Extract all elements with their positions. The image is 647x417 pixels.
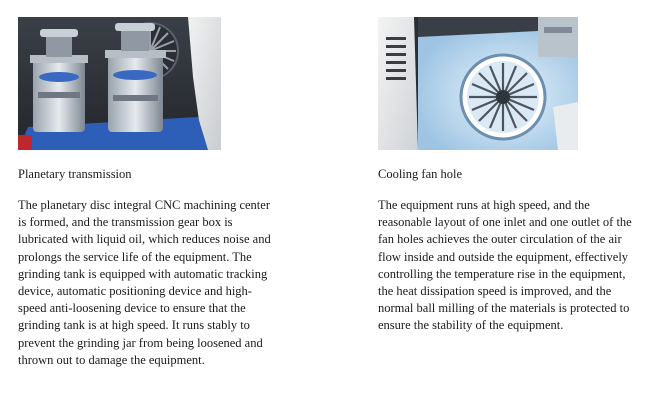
cooling-fan-hole-photo xyxy=(378,17,578,150)
section-planetary-transmission xyxy=(18,0,280,369)
cooling-fan-icon xyxy=(461,55,545,139)
section-body: The planetary disc integral CNC machining center is formed, and the transmission gear box is lubricated with liquid oil, which reduces noise and prolongs the service life of the equipment. The grinding tank is equipped with automatic tracking device, automatic positioning device and high-speed anti-loosening device to ensure that the grinding tank is at high speed. It runs stably to prevent the grinding jar from being loosened and thrown out to damage the equipment. xyxy=(18,198,271,367)
section-title: Cooling fan hole xyxy=(378,167,463,181)
planetary-transmission-photo xyxy=(18,17,221,150)
section-body: The equipment runs at high speed, and the reasonable layout of one inlet and one outlet of the fan holes achieves the outer circulation of the air flow inside and outside the equipment, effectively controlling the temperature rise in the equipment, the heat dissipation speed is improved, and the normal ball milling of the materials is protected to ensure the stability of the equipment. xyxy=(378,198,632,333)
section-cooling-fan-hole xyxy=(378,0,640,335)
section-title: Planetary transmission xyxy=(18,167,132,181)
